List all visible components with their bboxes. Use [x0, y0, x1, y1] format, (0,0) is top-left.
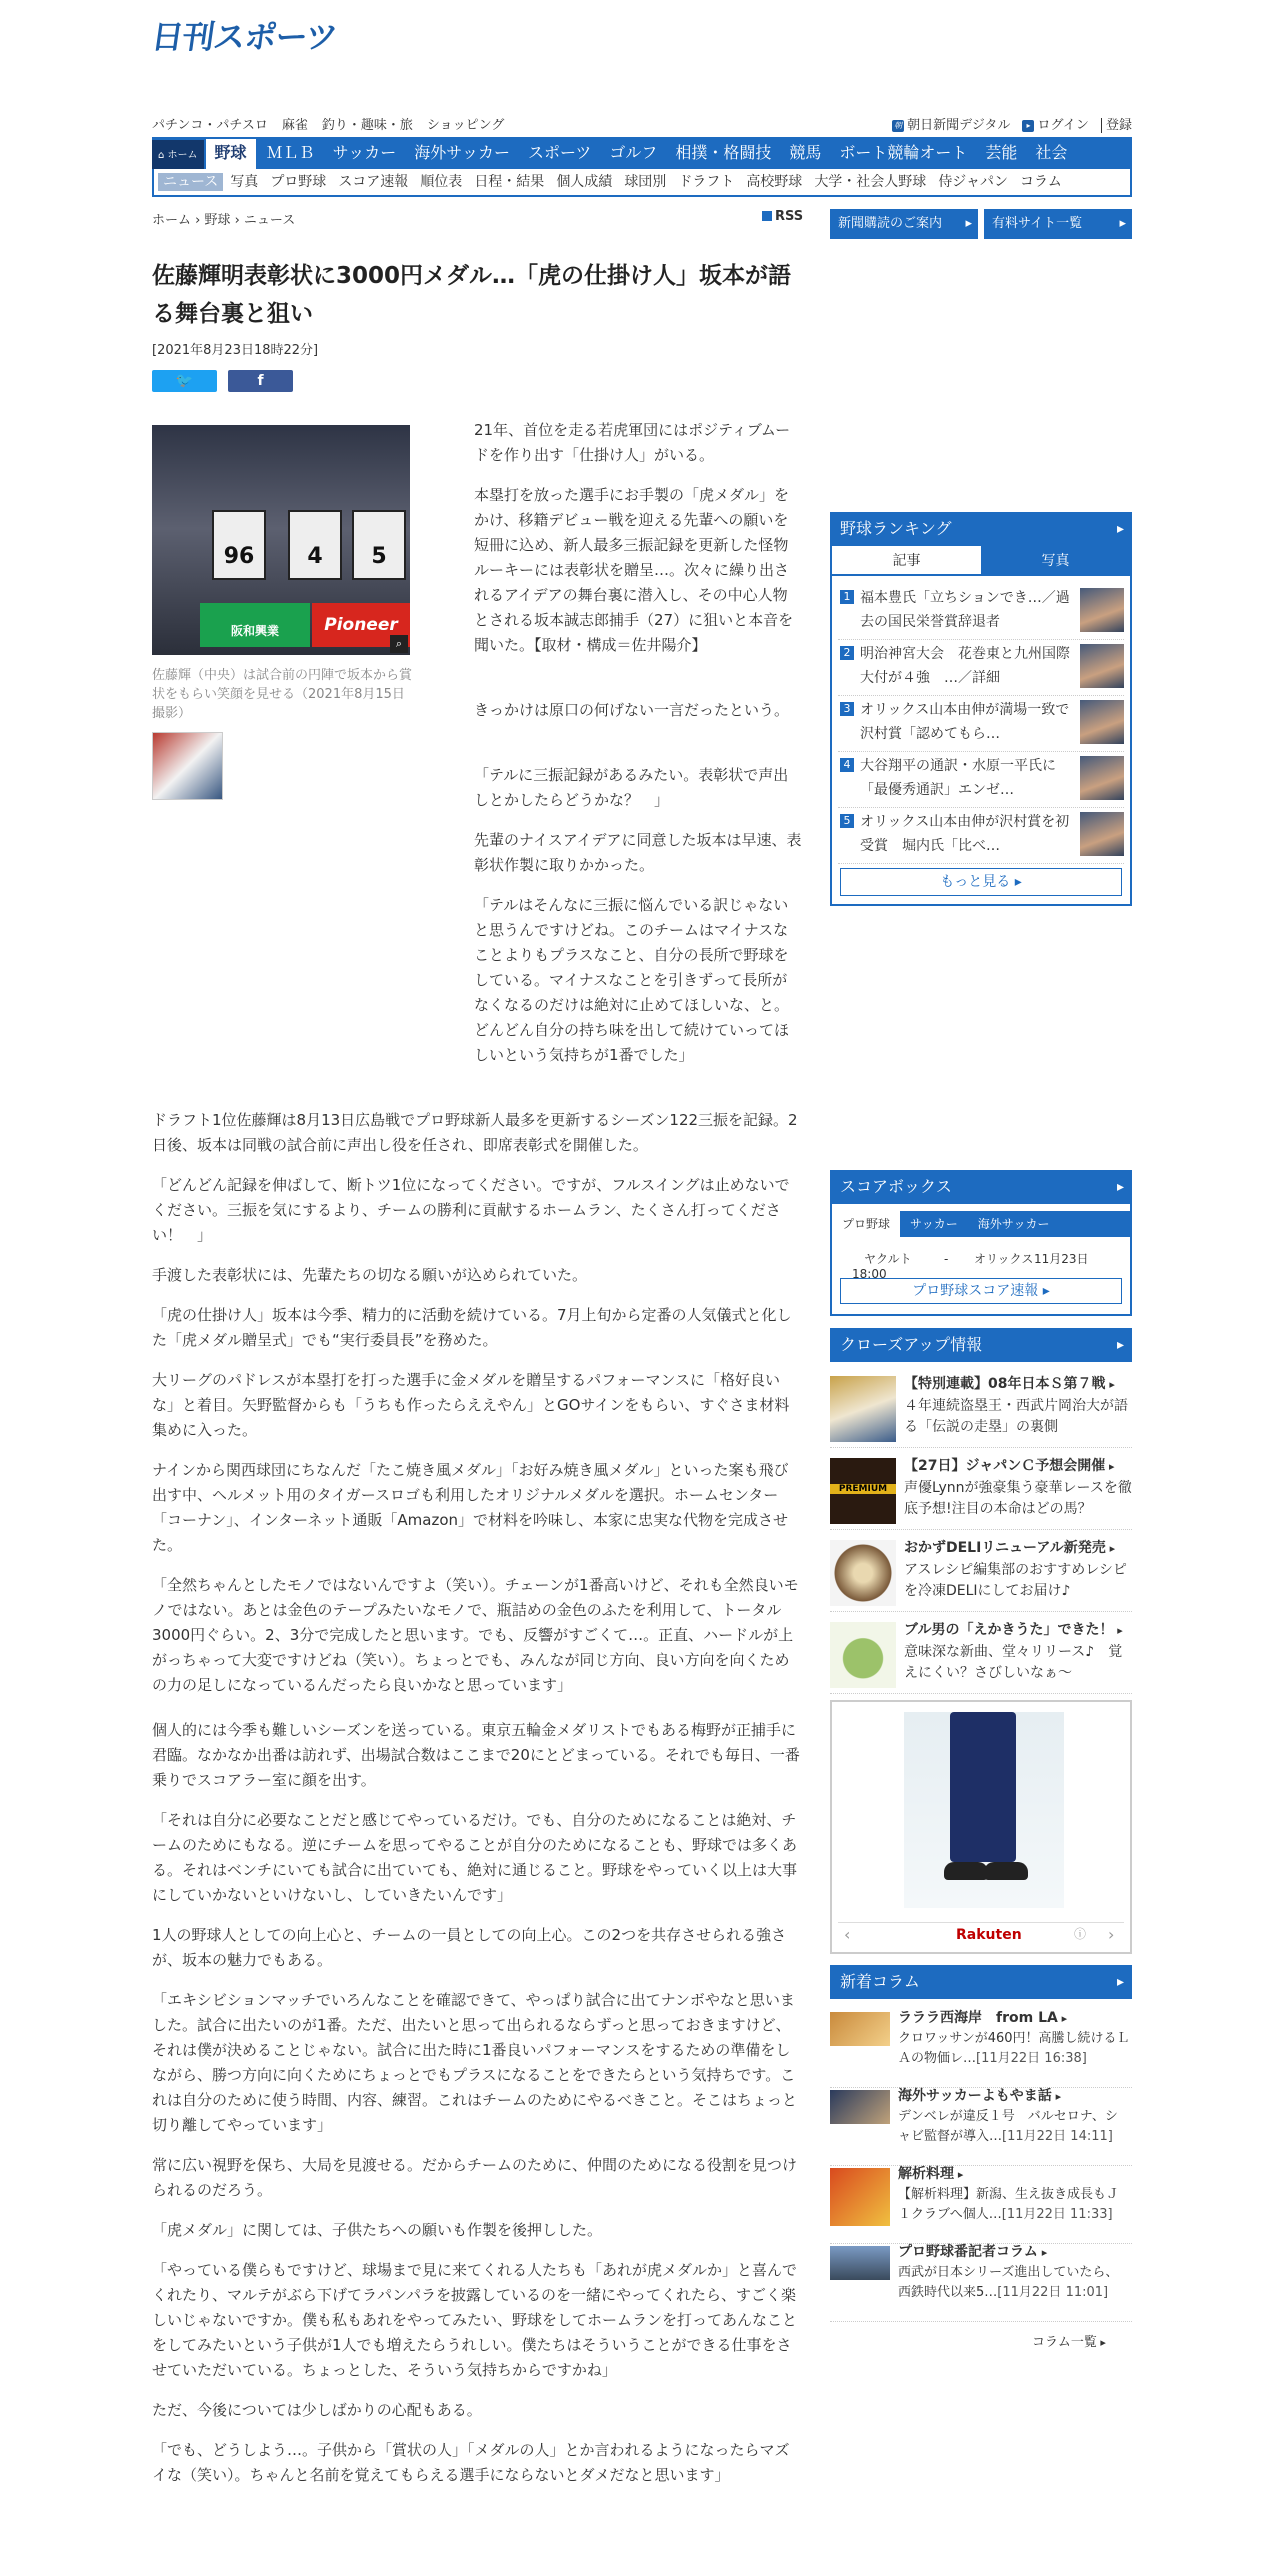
nav-soccer[interactable]: サッカー — [332, 143, 397, 162]
subnav-highschool[interactable]: 高校野球 — [746, 174, 803, 190]
closeup-item[interactable]: 【特別連載】08年日本Ｓ第７戦 ▸ ４年連続盗塁王・西武片岡治大が語る「伝説の走塁」の裏側 — [830, 1370, 1132, 1448]
nav-geino[interactable]: 芸能 — [985, 143, 1018, 162]
ad-banner[interactable] — [830, 1700, 1132, 1954]
column-list-link[interactable]: コラム一覧 ▸ — [1032, 2331, 1106, 2350]
article-paragraph: 本塁打を放った選手にお手製の「虎メダル」をかけ、移籍デビュー戦を迎える先輩への願いを短冊に込め、新人最多三振記録を更新した怪物ルーキーには表彰状を贈呈…。次々に繰り出されるアイデアの舞台裏に潜入し、その中心人物とされる坂本誠志郎捕手（27）に狙いと本音を聞いた。【取材・構成＝佐井陽介】 — [474, 486, 794, 654]
article-paragraph: ドラフト1位佐藤輝は8月13日広島戦でプロ野球新人最多を更新するシーズン122三振を記録。2日後、坂本は同戦の試合前に声出し役を任され、即席表彰式を開催した。 — [152, 1111, 798, 1154]
closeup-thumbnail: PREMIUM — [830, 1458, 896, 1524]
subnav-draft[interactable]: ドラフト — [678, 174, 735, 190]
closeup-item[interactable]: おかずDELIリニューアル新発売 ▸ アスレシピ編集部のおすすめレシピを冷凍DELIにしてお届け♪ — [830, 1534, 1132, 1612]
facebook-icon: f — [257, 373, 264, 389]
subnav-stats[interactable]: 個人成績 — [556, 174, 613, 190]
closeup-item[interactable]: PREMIUM 【27日】ジャパンＣ予想会開催 ▸ 声優Lynnが強豪集う豪華レースを徹底予想!注目の本命はどの馬？ — [830, 1452, 1132, 1530]
article-paragraph: 大リーグのパドレスが本塁打を打った選手に金メダルを贈呈するパフォーマンスに「格好良いな」と着目。矢野監督からも「うちも作ったらええやん」とGOサインをもらい、すぐさま材料集めに入った。 — [152, 1371, 790, 1439]
subnav-teams[interactable]: 球団別 — [624, 174, 667, 190]
ad-shoe — [984, 1862, 1028, 1880]
ad-footer — [838, 1922, 1124, 1946]
article-paragraph: 「でも、どうしよう…。子供から「賞状の人」「メダルの人」とか言われるようになったらマズイな（笑い）。ちゃんと名前を覚えてもらえる選手にならないとダメだなと思います」 — [152, 2441, 790, 2484]
article-paragraph: 「やっている僕らもですけど、球場まで見に来てくれる人たちも「あれが虎メダルか」と喜んでくれたり、マルテがぶら下げてラパンパラを披露しているのを一緒にやってくれたら、すごく楽しいじゃないですか。僕も私もあれをやってみたい、野球をしてホームランを打ってあんなことをしてみたいという子供が1人でも増えたらうれしい。僕たちはそういうことができる仕事をさせていただいている。ちょっとした、そういう気持ちからですかね」 — [152, 2261, 798, 2379]
article-paragraph: 手渡した表彰状には、先輩たちの切なる願いが込められていた。 — [152, 1266, 588, 1284]
article-paragraph: 「エキシビションマッチでいろんなことを確認できて、やっぱり試合に出てナンボやなと思いました。試合に出たいのが1番。ただ、出たいと思って出られるならずっと思っておきますけど、それは僕が決めることじゃない。試合に出た時に1番良いパフォーマンスをするための準備をしながら、勝つ方向に向くためにちょっとでもプラスになることをできたらという気持ちです。これは自分のために使う時間、内容、練習。これはチームのためにやるべきこと。そこはちょっと切り離してやっています」 — [152, 1991, 798, 2134]
uniform-number: 5 — [352, 510, 406, 580]
login-link[interactable]: ▸ ログイン — [1022, 118, 1088, 133]
article-paragraph: 1人の野球人としての向上心と、チームの一員としての向上心。この2つを共存させられる強さが、坂本の魅力でもある。 — [152, 1926, 787, 1969]
utility-bar — [152, 114, 1132, 132]
closeup-item[interactable]: ブル男の「えかきうた」できた！ ▸ 意味深な新曲、堂々リリース♪ 覚えにくい？さびしいなぁ～ — [830, 1616, 1132, 1694]
closeup-header[interactable]: クローズアップ情報 ▸ — [830, 1328, 1132, 1362]
ranking-item[interactable]: 4 大谷翔平の通訳・水原一平氏に「最優秀通訳」エンゼ… — [838, 754, 1124, 808]
util-link-pachinko[interactable]: パチンコ・パチスロ — [152, 118, 268, 133]
ranking-item[interactable]: 3 オリックス山本由伸が満場一致で沢村賞「認めてもら… — [838, 698, 1124, 752]
subnav-college[interactable]: 大学・社会人野球 — [814, 174, 927, 190]
nav-sumo[interactable]: 相撲・格闘技 — [675, 143, 772, 162]
score-report-button[interactable]: プロ野球スコア速報 ▸ — [840, 1278, 1122, 1304]
paid-sites-button[interactable]: 有料サイト一覧 ▸ — [984, 209, 1132, 239]
article-paragraph: 先輩のナイスアイデアに同意した坂本は早速、表彰状作製に取りかかった。 — [474, 831, 802, 874]
nav-golf[interactable]: ゴルフ — [609, 143, 658, 162]
asahi-icon: 朝 — [894, 120, 903, 130]
util-link-shopping[interactable]: ショッピング — [426, 118, 505, 133]
subnav-score[interactable]: スコア速報 — [338, 174, 409, 190]
photo-caption: 佐藤輝（中央）は試合前の円陣で坂本から賞状をもらい笑顔を見せる（2021年8月15日撮影） — [152, 668, 413, 721]
article-paragraph: ただ、今後については少しばかりの心配もある。 — [152, 2401, 482, 2419]
column-thumbnail — [830, 2246, 890, 2280]
ad-product-image — [904, 1712, 1064, 1908]
column-item[interactable]: 海外サッカーよもやま話 ▸ デンベレが違反１号 バルセロナ、シャビ監督が導入…[11月22日 14:11] — [830, 2086, 1132, 2166]
scorebox-header[interactable]: スコアボックス ▸ — [830, 1170, 1132, 1204]
subscription-button[interactable]: 新聞購読のご案内 ▸ — [830, 209, 978, 239]
ad-pants — [950, 1712, 1016, 1862]
ranking-more-button[interactable]: もっと見る ▸ — [840, 868, 1122, 896]
game-time: 11月23日 18:00 — [852, 1252, 1089, 1281]
twitter-share-button[interactable] — [152, 370, 217, 392]
ad-next-icon[interactable]: › — [1108, 1925, 1115, 1944]
article-paragraph: 「全然ちゃんとしたモノではないんですよ（笑い）。チェーンが1番高いけど、それも全然良いモノではない。あとは金色のテープみたいなモノで、瓶詰めの金色のふたを利用して、トータル3000円ぐらい。2、3分で完成したと思います。でも、反響がすごくて…。正直、ハードルが上がっちゃって大変ですけどね（笑い）。ちょっとでも、みんなが同じ方向、良い方向を向くための力の足しになっているんだったら良いかなと思っています」 — [152, 1576, 799, 1694]
breadcrumb[interactable]: ホーム › 野球 › ニュース — [152, 213, 296, 228]
uniform-number: 4 — [288, 510, 342, 580]
article-paragraph: 「どんどん記録を伸ばして、断トツ1位になってください。ですが、フルスイングは止めないでください。三振を気にするより、チームの勝利に貢献するホームラン、たくさん打ってください！ 」 — [152, 1176, 790, 1244]
tab-pro-baseball[interactable]: プロ野球 — [832, 1211, 900, 1237]
column-thumbnail — [830, 2168, 890, 2226]
ad-prev-icon[interactable]: ‹ — [844, 1925, 851, 1944]
site-logo[interactable]: 日刊スポーツ — [149, 18, 340, 56]
column-thumbnail — [830, 2012, 890, 2046]
column-item[interactable]: 解析料理 ▸ 【解析料理】新潟、生え抜き成長もＪ１クラブへ個人…[11月22日 11:33] — [830, 2164, 1132, 2244]
score-row[interactable]: ヤクルト - オリックス11月23日 18:00 — [852, 1252, 1089, 1281]
asahi-digital-link[interactable]: 朝 朝日新聞デジタル — [894, 118, 1011, 133]
nav-home[interactable]: ⌂ ホーム — [152, 140, 204, 172]
ranking-item[interactable]: 5 オリックス山本由伸が沢村賞を初受賞 堀内氏「比べ… — [838, 810, 1124, 864]
twitter-icon: 🐦 — [175, 373, 194, 389]
column-thumbnail — [830, 2090, 890, 2124]
util-link-fishing[interactable]: 釣り・趣味・旅 — [321, 118, 413, 133]
article-paragraph: 個人的には今季も難しいシーズンを送っている。東京五輪金メダリストでもある梅野が正捕手に君臨。なかなか出番は訪れず、出場試合数はここまで20にとどまっている。それでも毎日、一番乗りでスコアラー室に顔を出す。 — [152, 1721, 800, 1789]
closeup-thumbnail — [830, 1540, 896, 1606]
sponsor-board-red: Pioneer — [312, 603, 410, 647]
subnav-column[interactable]: コラム — [1020, 174, 1062, 190]
article-photo[interactable] — [152, 425, 410, 655]
article-paragraph: きっかけは原口の何げない一言だったという。 — [474, 701, 790, 719]
ranking-thumbnail — [1080, 644, 1124, 688]
ranking-item[interactable]: 1 福本豊氏「立ちションでき…／過去の国民栄誉賞辞退者 — [838, 586, 1124, 640]
tab-photos[interactable]: 写真 — [981, 546, 1130, 576]
facebook-share-button[interactable] — [228, 370, 293, 392]
subnav-news[interactable]: ニュース — [158, 173, 223, 191]
subnav-schedule[interactable]: 日程・結果 — [474, 174, 545, 190]
register-link[interactable]: 登録 — [1101, 118, 1132, 133]
tab-soccer[interactable]: サッカー — [910, 1217, 958, 1231]
ranking-thumbnail — [1080, 588, 1124, 632]
ranking-thumbnail — [1080, 756, 1124, 800]
tab-articles[interactable]: 記事 — [832, 546, 981, 576]
ranking-header[interactable]: 野球ランキング ▸ — [830, 512, 1132, 546]
subnav-samurai[interactable]: 侍ジャパン — [938, 174, 1009, 190]
nav-boat[interactable]: ボート競輪オート — [839, 143, 968, 162]
nav-keiba[interactable]: 競馬 — [789, 143, 822, 162]
sub-nav — [152, 169, 1132, 197]
subnav-standings[interactable]: 順位表 — [420, 174, 463, 190]
util-link-mahjong[interactable]: 麻雀 — [281, 118, 308, 133]
nav-sports[interactable]: スポーツ — [527, 143, 592, 162]
sponsor-board-green: 阪和興業 — [200, 603, 310, 647]
rss-icon — [762, 211, 772, 221]
login-icon: ▸ — [1022, 120, 1034, 132]
article-paragraph: 「虎の仕掛け人」坂本は今季、精力的に活動を続けている。7月上旬から定番の人気儀式と化した「虎メダル贈呈式」でも“実行委員長”を務めた。 — [152, 1306, 792, 1349]
article-paragraph: ナインから関西球団にちなんだ「たこ焼き風メダル」「お好み焼き風メダル」といった案も飛び出す中、ヘルメット用のタイガースロゴも利用したオリジナルメダルを選択。ホームセンター「コーナン」、インターネット通販「Amazon」で材料を吟味し、本家に忠実な代物を完成させた。 — [152, 1461, 789, 1554]
column-item[interactable]: ラララ西海岸 from LA ▸ クロワッサンが460円！高騰し続けるＬＡの物価レ…[11月22日 16:38] — [830, 2008, 1132, 2088]
scorebox-tabs — [830, 1211, 1132, 1237]
home-icon: ⌂ — [158, 150, 165, 161]
article-paragraph: 「虎メダル」に関しては、子供たちへの願いも作製を後押しした。 — [152, 2221, 603, 2239]
zoom-icon[interactable]: ⌕ — [390, 635, 408, 653]
columns-header[interactable]: 新着コラム ▸ — [830, 1965, 1132, 1999]
nav-society[interactable]: 社会 — [1035, 143, 1068, 162]
nav-world-soccer[interactable]: 海外サッカー — [414, 143, 510, 162]
home-team: ヤクルト — [864, 1252, 912, 1266]
closeup-thumbnail — [830, 1376, 896, 1442]
rss-link[interactable]: RSS — [762, 209, 803, 224]
article-paragraph: 「テルはそんなに三振に悩んでいる訳じゃないと思うんですけどね。このチームはマイナスなことよりもプラスなこと、自分の長所で野球をしている。マイナスなことを引きずって長所がなくなるのだけは絶対に止めてほしいな、と。どんどん自分の持ち味を出して続けていってほしいという気持ちが1番でした」 — [474, 896, 790, 1064]
article-paragraph: 常に広い視野を保ち、大局を見渡せる。だからチームのために、仲間のためになる役割を見つけられるのだろう。 — [152, 2156, 798, 2199]
article-headline: 佐藤輝明表彰状に3000円メダル…「虎の仕掛け人」坂本が語る舞台裏と狙い — [152, 263, 792, 327]
ranking-thumbnail — [1080, 700, 1124, 744]
ranking-tabs — [830, 546, 1132, 576]
ad-info-icon[interactable]: ⓘ — [1074, 1927, 1087, 1941]
article-date: [2021年8月23日18時22分] — [152, 343, 319, 358]
page — [149, 0, 1132, 2568]
tab-world-soccer[interactable]: 海外サッカー — [977, 1217, 1050, 1231]
ranking-item[interactable]: 2 明治神宮大会 花巻東と九州国際大付が４強 …／詳細 — [838, 642, 1124, 696]
ad-brand: Rakuten — [956, 1927, 1022, 1943]
column-item[interactable]: プロ野球番記者コラム ▸ 西武が日本シリーズ進出していたら、西鉄時代以来5…[11月22日 11:01] — [830, 2242, 1132, 2322]
article-paragraph: 21年、首位を走る若虎軍団にはポジティブムードを作り出す「仕掛け人」がいる。 — [474, 421, 791, 464]
ranking-thumbnail — [1080, 812, 1124, 856]
ad-shoe — [944, 1862, 988, 1880]
uniform-number: 96 — [212, 510, 266, 580]
subnav-photo[interactable]: 写真 — [230, 174, 259, 190]
article-paragraph: 「それは自分に必要なことだと感じてやっているだけ。でも、自分のためになることは絶対、チームのためにもなる。逆にチームを思ってやることが自分のためになることも、野球では多くある。それはベンチにいても試合に出ていても、絶対に通じること。野球をやっていく以上は大事にしていかないといけないし、していきたいんです」 — [152, 1811, 798, 1904]
nav-mlb[interactable]: ＭＬＢ — [266, 143, 315, 162]
photo-thumbnail[interactable] — [152, 732, 223, 800]
closeup-thumbnail — [830, 1622, 896, 1688]
global-nav — [152, 137, 1132, 169]
away-team: オリックス — [974, 1252, 1034, 1266]
article-paragraph: 「テルに三振記録があるみたい。表彰状で声出しとかしたらどうかな？ 」 — [474, 766, 789, 809]
nav-baseball[interactable]: 野球 — [204, 137, 258, 169]
subnav-pro[interactable]: プロ野球 — [270, 174, 327, 190]
